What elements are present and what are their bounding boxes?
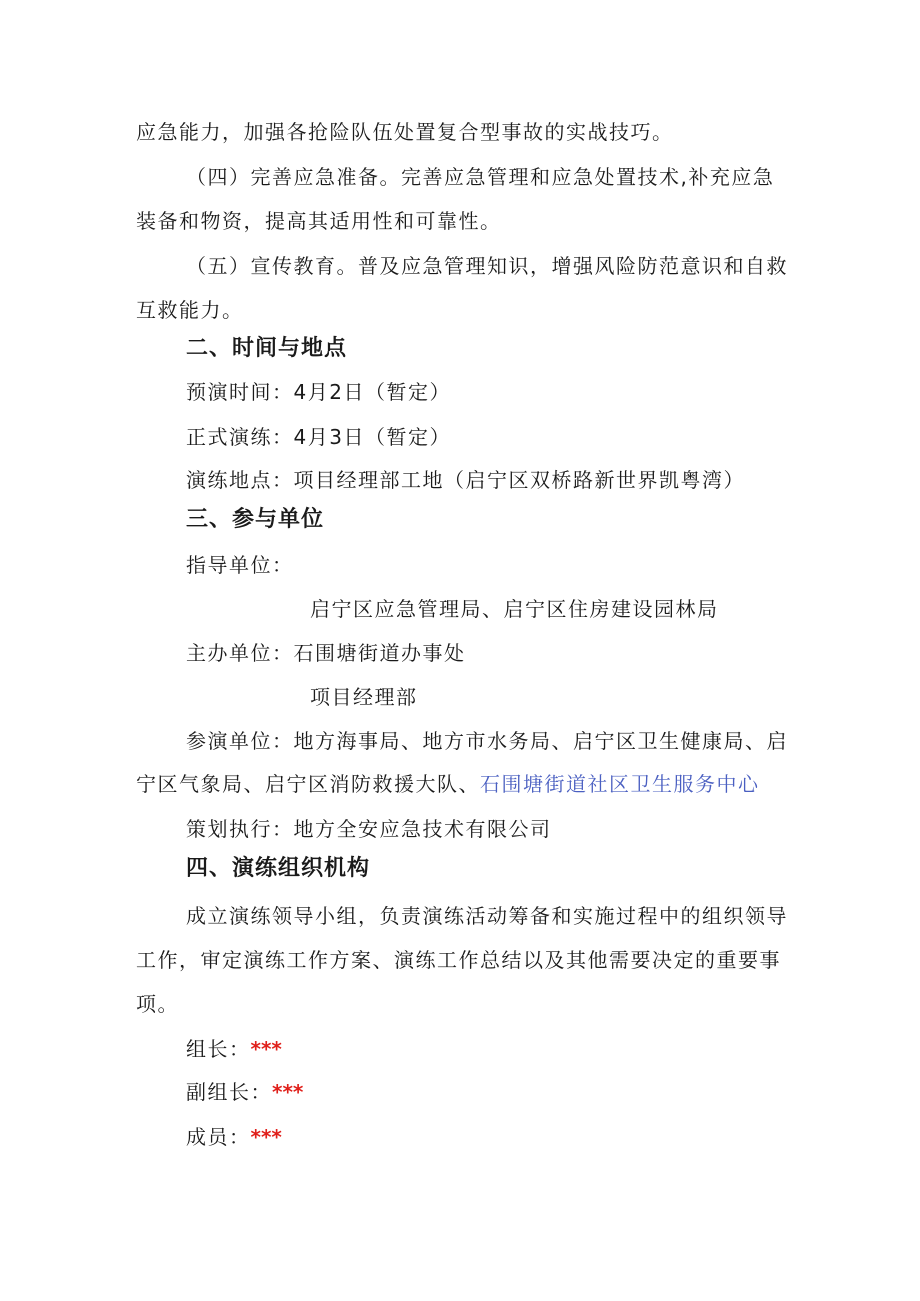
formal-drill-time: 正式演练：4月3日（暂定） — [186, 425, 451, 449]
paragraph-line: 装备和物资，提高其适用性和可靠性。 — [136, 209, 502, 233]
deputy-leader-value: *** — [272, 1080, 304, 1104]
community-health-center-link[interactable]: 石围塘街道社区卫生服务中心 — [480, 772, 760, 796]
leader-value: *** — [250, 1037, 282, 1061]
paragraph-line: 成立演练领导小组，负责演练活动筹备和实施过程中的组织领导 — [186, 904, 788, 928]
planning-executor: 策划执行：地方全安应急技术有限公司 — [186, 817, 552, 841]
members-label: 成员： — [186, 1125, 251, 1149]
guide-units: 启宁区应急管理局、启宁区住房建设园林局 — [310, 597, 719, 621]
leader-label: 组长： — [186, 1037, 251, 1061]
section-heading-participants: 三、参与单位 — [186, 507, 325, 532]
guide-unit-label: 指导单位： — [186, 553, 294, 577]
paragraph-line: 工作，审定演练工作方案、演练工作总结以及其他需要决定的重要事 — [136, 948, 781, 972]
paragraph-line: （五）宣传教育。普及应急管理知识，增强风险防范意识和自救 — [186, 254, 788, 278]
paragraph-line: 互救能力。 — [136, 298, 244, 322]
deputy-leader-row — [186, 1078, 303, 1106]
rehearsal-time: 预演时间：4月2日（暂定） — [186, 380, 451, 404]
participant-units-text: 宁区气象局、启宁区消防救援大队、 — [136, 772, 480, 796]
paragraph-line: （四）完善应急准备。完善应急管理和应急处置技术,补充应急 — [186, 165, 775, 189]
section-heading-organization: 四、演练组织机构 — [186, 856, 371, 881]
host-unit-second: 项目经理部 — [310, 685, 418, 709]
drill-location: 演练地点：项目经理部工地（启宁区双桥路新世界凯粤湾） — [186, 468, 745, 492]
deputy-leader-label: 副组长： — [186, 1080, 272, 1104]
participant-units-line1: 参演单位：地方海事局、地方市水务局、启宁区卫生健康局、启 — [186, 729, 788, 753]
members-value: *** — [250, 1125, 282, 1149]
host-unit: 主办单位：石围塘街道办事处 — [186, 641, 466, 665]
section-heading-time-location: 二、时间与地点 — [186, 336, 348, 361]
members-row — [186, 1123, 282, 1151]
participant-units-line2 — [136, 770, 760, 798]
paragraph-line: 应急能力，加强各抢险队伍处置复合型事故的实战技巧。 — [136, 120, 674, 144]
leader-row — [186, 1035, 282, 1063]
paragraph-line: 项。 — [136, 992, 179, 1016]
